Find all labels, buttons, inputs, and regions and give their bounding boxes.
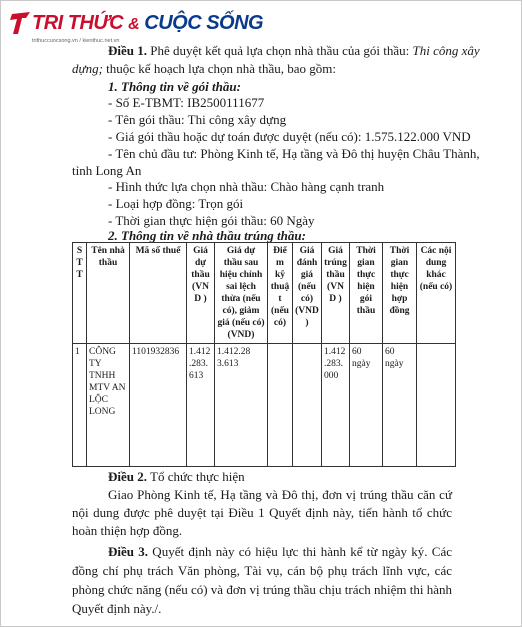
col-bid-price: Giá dự thầu (VND ) [187,243,215,344]
info-duration: - Thời gian thực hiện gói thầu: 60 Ngày [108,213,315,228]
article3-paragraph [72,542,452,618]
logo-url: trithuccuocsong.vn / kienthuc.net.vn [32,38,120,44]
article3-heading: Điều 3. [108,544,149,559]
col-technical-score: Điểm kỹ thuật (nếu có) [268,243,293,344]
col-winning-price: Giá trúng thầu (VND ) [322,243,350,344]
article1-intro: Điều 1. Phê duyệt kết quả lựa chọn nhà thầu của gói thầu: Thi công xây [108,43,480,58]
cell-adjusted-price: 1.412.28 3.613 [215,344,268,467]
info-investor-cont: tỉnh Long An [72,163,142,178]
col-stt: S T T [73,243,87,344]
table-header-row [73,243,456,344]
info-etbmt: - Số E-TBMT: IB2500111677 [108,95,265,110]
article1-heading: Điều 1. [108,43,147,58]
section2-title: 2. Thông tin về nhà thầu trúng thầu: [108,228,306,243]
winning-bidder-table [72,242,456,467]
cell-package-duration: 60 ngày [350,344,383,467]
info-selection-form: - Hình thức lựa chọn nhà thầu: Chào hàng cạnh tranh [108,179,385,194]
section1-title: 1. Thông tin về gói thầu: [108,79,241,94]
article3-body: Quyết định này có hiệu lực thi hành kể từ ngày ký. Các đồng chí phụ trách Văn phòng, Tài vụ, cán bộ phụ trách lĩnh vực, các phòng chức năng (nếu có) và đơn vị trúng thầu chịu trách nhiệm thi hành Quyết định này./. [72,544,452,616]
cell-tax-code: 1101932836 [130,344,187,467]
col-adjusted-price: Giá dự thầu sau hiệu chỉnh sai lệch thừa (nếu có), giảm giá (nếu có) (VND) [215,243,268,344]
cell-evaluated-price [293,344,322,467]
article2-heading: Điều 2. [108,469,147,484]
col-other: Các nội dung khác (nếu có) [417,243,456,344]
col-evaluated-price: Giá đánh giá (nếu có) (VND ) [293,243,322,344]
col-bidder-name: Tên nhà thầu [87,243,130,344]
cell-bid-price: 1.412 .283. 613 [187,344,215,467]
cell-winning-price: 1.412 .283. 000 [322,344,350,467]
cell-other [417,344,456,467]
col-package-duration: Thời gian thực hiện gói thầu [350,243,383,344]
cell-bidder-name: CÔNG TY TNHH MTV AN LỘC LONG [87,344,130,467]
col-tax-code: Mã số thuế [130,243,187,344]
info-package-name: - Tên gói thầu: Thi công xây dựng [108,112,287,127]
info-contract-type: - Loại hợp đồng: Trọn gói [108,196,244,211]
info-package-price: - Giá gói thầu hoặc dự toán được duyệt (nếu có): 1.575.122.000 VND [108,129,471,144]
cell-stt: 1 [73,344,87,467]
logo-mark-icon [10,10,32,36]
logo-wordmark: TRI THỨC & CUỘC SỐNG [32,12,264,34]
article1-intro-cont: dựng; thuộc kế hoạch lựa chọn nhà thầu, bao gồm: [72,61,336,76]
article2-title: Điều 2. Tổ chức thực hiện [108,469,245,484]
info-investor: - Tên chủ đầu tư: Phòng Kinh tế, Hạ tầng và Đô thị huyện Châu Thành, [108,146,480,161]
cell-technical-score [268,344,293,467]
article2-body: Giao Phòng Kinh tế, Hạ tầng và Đô thị, đơn vị trúng thầu căn cứ nội dung được phê duyệt tại Điều 1 Quyết định này, tiến hành tổ chức hoàn thiện hợp đồng. [72,487,452,538]
cell-contract-duration: 60 ngày [383,344,417,467]
table-row [73,344,456,467]
col-contract-duration: Thời gian thực hiện hợp đồng [383,243,417,344]
